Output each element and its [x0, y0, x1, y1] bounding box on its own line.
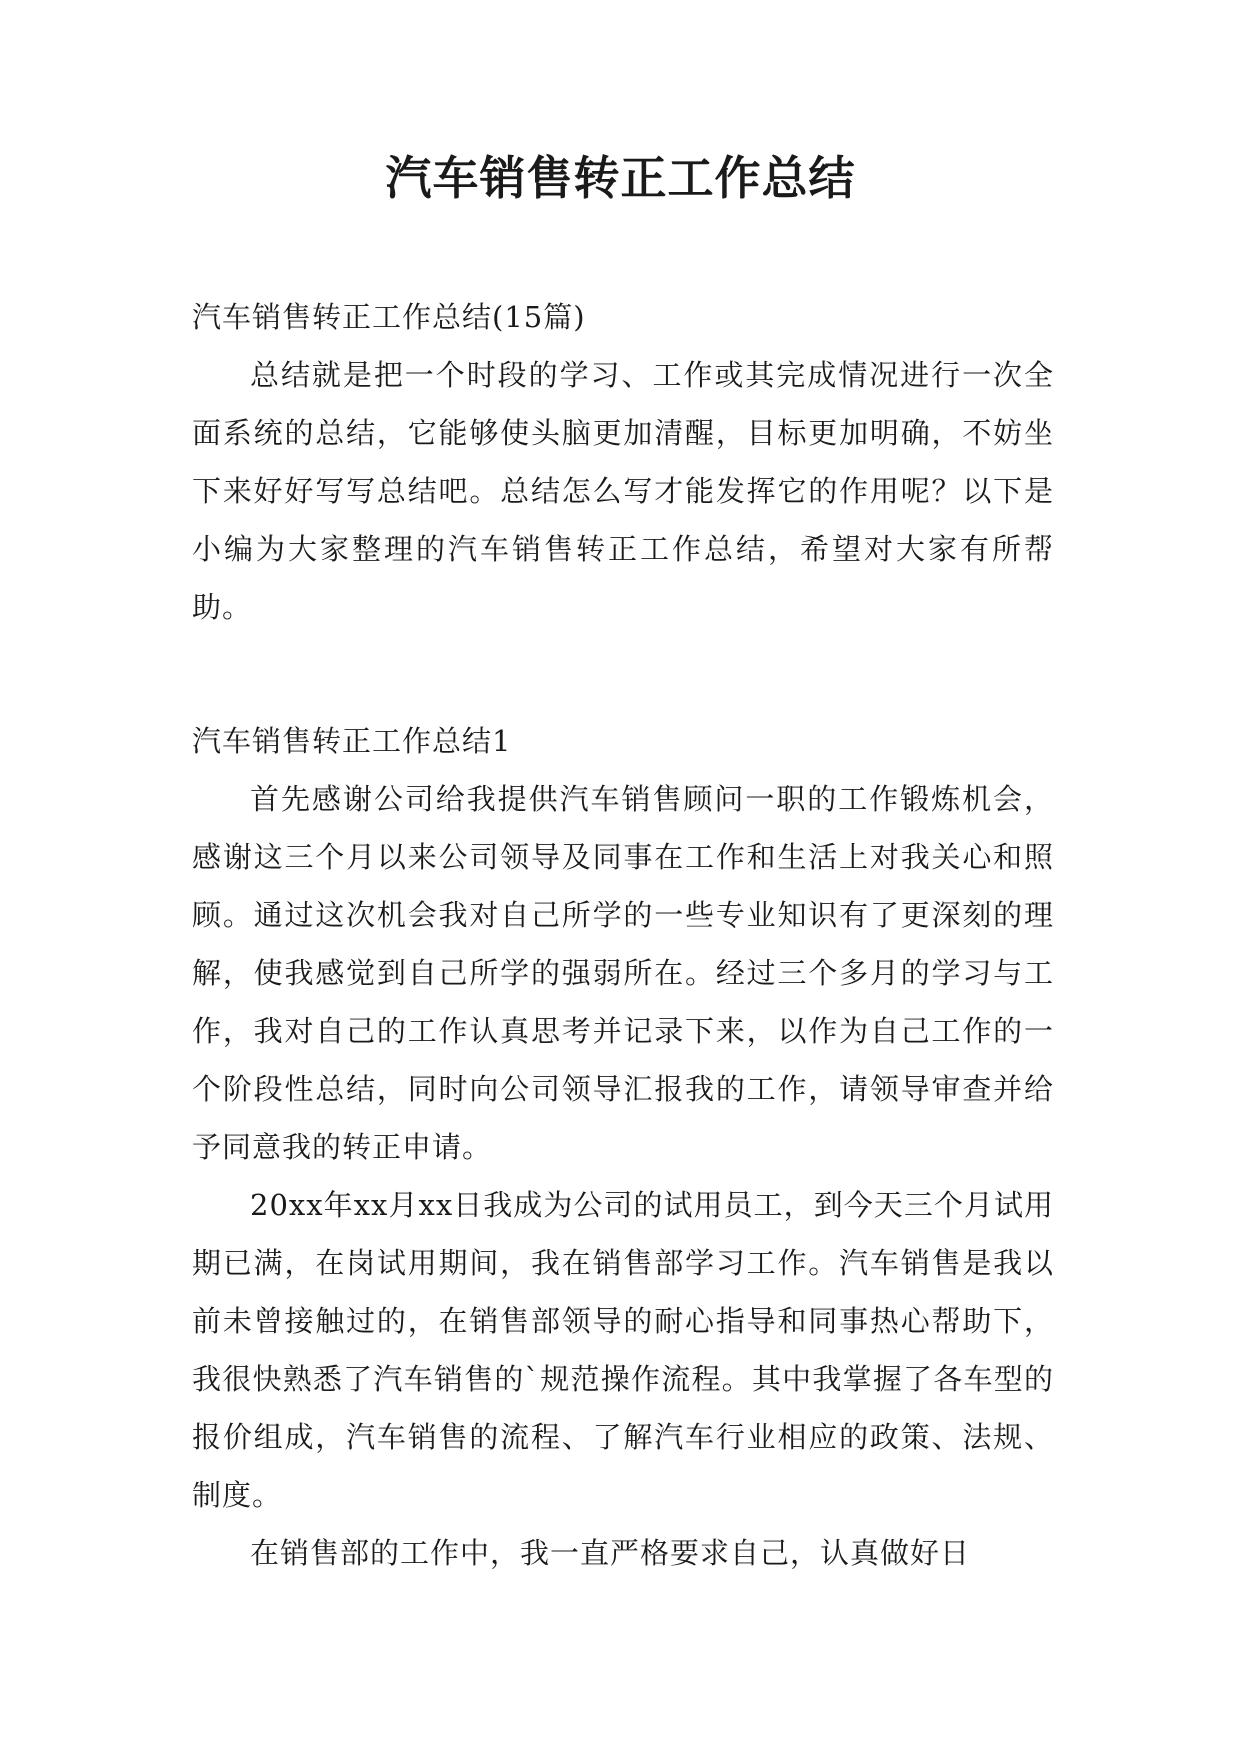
section-1-paragraph-3: 在销售部的工作中，我一直严格要求自己，认真做好日 [250, 1536, 971, 1570]
section-heading-1: 汽车销售转正工作总结1 [192, 724, 512, 758]
section-1-paragraph-2: 20xx年xx月xx日我成为公司的试用员工，到今天三个月试用期已满，在岗试用期间，我在销售部学习工作。汽车销售是我以前未曾接触过的，在销售部领导的耐心指导和同事热心帮助下，我很快熟悉了汽车销售的`规范操作流程。其中我掌握了各车型的报价组成，汽车销售的流程、了解汽车行业相应的政策、法规、制度。 [192, 1188, 1054, 1512]
document-subtitle: 汽车销售转正工作总结(15篇) [192, 300, 586, 334]
document-body [192, 288, 1054, 1582]
document-title: 汽车销售转正工作总结 [385, 151, 856, 205]
section-1-paragraph-1: 首先感谢公司给我提供汽车销售顾问一职的工作锻炼机会，感谢这三个月以来公司领导及同事在工作和生活上对我关心和照顾。通过这次机会我对自己所学的一些专业知识有了更深刻的理解，使我感觉到自己所学的强弱所在。经过三个多月的学习与工作，我对自己的工作认真思考并记录下来，以作为自己工作的一个阶段性总结，同时向公司领导汇报我的工作，请领导审查并给予同意我的转正申请。 [192, 782, 1054, 1164]
intro-paragraph: 总结就是把一个时段的学习、工作或其完成情况进行一次全面系统的总结，它能够使头脑更加清醒，目标更加明确，不妨坐下来好好写写总结吧。总结怎么写才能发挥它的作用呢？以下是小编为大家整理的汽车销售转正工作总结，希望对大家有所帮助。 [192, 358, 1054, 624]
